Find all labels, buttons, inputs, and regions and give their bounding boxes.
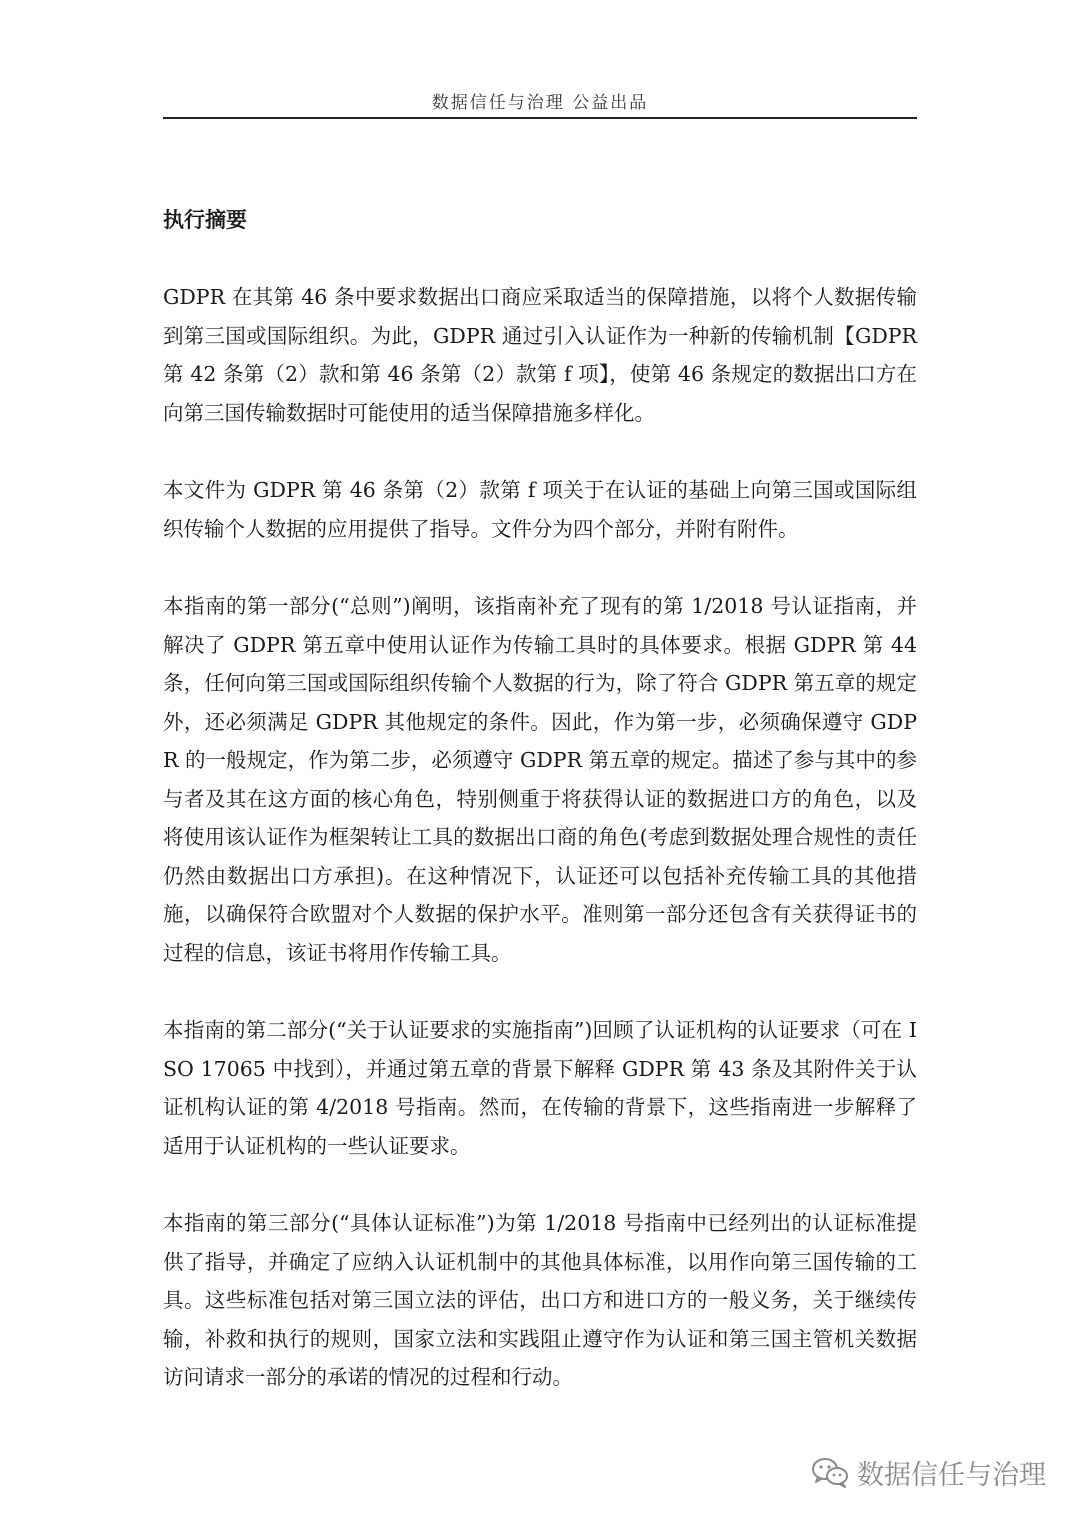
paragraph-5: 本指南的第三部分(“具体认证标准”)为第 1/2018 号指南中已经列出的认证标准提供了指导，并确定了应纳入认证机制中的其他具体标准，以用作向第三国传输的工具。这些标准包括对第三国立法的评估，出口方和进口方的一般义务，关于继续传输，补救和执行的规则，国家立法和实践阻止遵守作为认证和第三国主管机关数据访问请求一部分的承诺的情况的过程和行动。 [163, 1211, 917, 1389]
paragraph-3: 本指南的第一部分(“总则”)阐明，该指南补充了现有的第 1/2018 号认证指南，并解决了 GDPR 第五章中使用认证作为传输工具时的具体要求。根据 GDPR 第 44 条，任何向第三国或国际组织传输个人数据的行为，除了符合 GDPR 第五章的规定外，还必须满足 GDPR 其他规定的条件。因此，作为第一步，必须确保遵守 GDPR 的一般规定，作为第二步，必须遵守 GDPR 第五章的规定。描述了参与其中的参与者及其在这方面的核心角色，特别侧重于将获得认证的数据进口方的角色，以及将使用该认证作为框架转让工具的数据出口商的角色(考虑到数据处理合规性的责任仍然由数据出口方承担)。在这种情况下，认证还可以包括补充传输工具的其他措施，以确保符合欧盟对个人数据的保护水平。准则第一部分还包含有关获得证书的过程的信息，该证书将用作传输工具。 [163, 594, 917, 965]
section-title: 执行摘要 [163, 208, 247, 232]
paragraph-2: 本文件为 GDPR 第 46 条第（2）款第 f 项关于在认证的基础上向第三国或国际组织传输个人数据的应用提供了指导。文件分为四个部分，并附有附件。 [163, 478, 917, 541]
watermark-text: 数据信任与治理 [857, 1459, 1046, 1491]
wechat-icon [811, 1456, 849, 1488]
document-body [163, 200, 917, 1436]
page-header: 数据信任与治理 公益出品 [431, 93, 649, 113]
paragraph-1: GDPR 在其第 46 条中要求数据出口商应采取适当的保障措施，以将个人数据传输到第三国或国际组织。为此，GDPR 通过引入认证作为一种新的传输机制【GDPR 第 42 条第（2）款和第 46 条第（2）款第 f 项】，使第 46 条规定的数据出口方在向第三国传输数据时可能使用的适当保障措施多样化。 [163, 285, 917, 425]
watermark [811, 1452, 1046, 1492]
paragraph-4: 本指南的第二部分(“关于认证要求的实施指南”)回顾了认证机构的认证要求（可在 ISO 17065 中找到），并通过第五章的背景下解释 GDPR 第 43 条及其附件关于认证机构认证的第 4/2018 号指南。然而，在传输的背景下，这些指南进一步解释了适用于认证机构的一些认证要求。 [163, 1018, 917, 1158]
header-divider [163, 117, 917, 119]
